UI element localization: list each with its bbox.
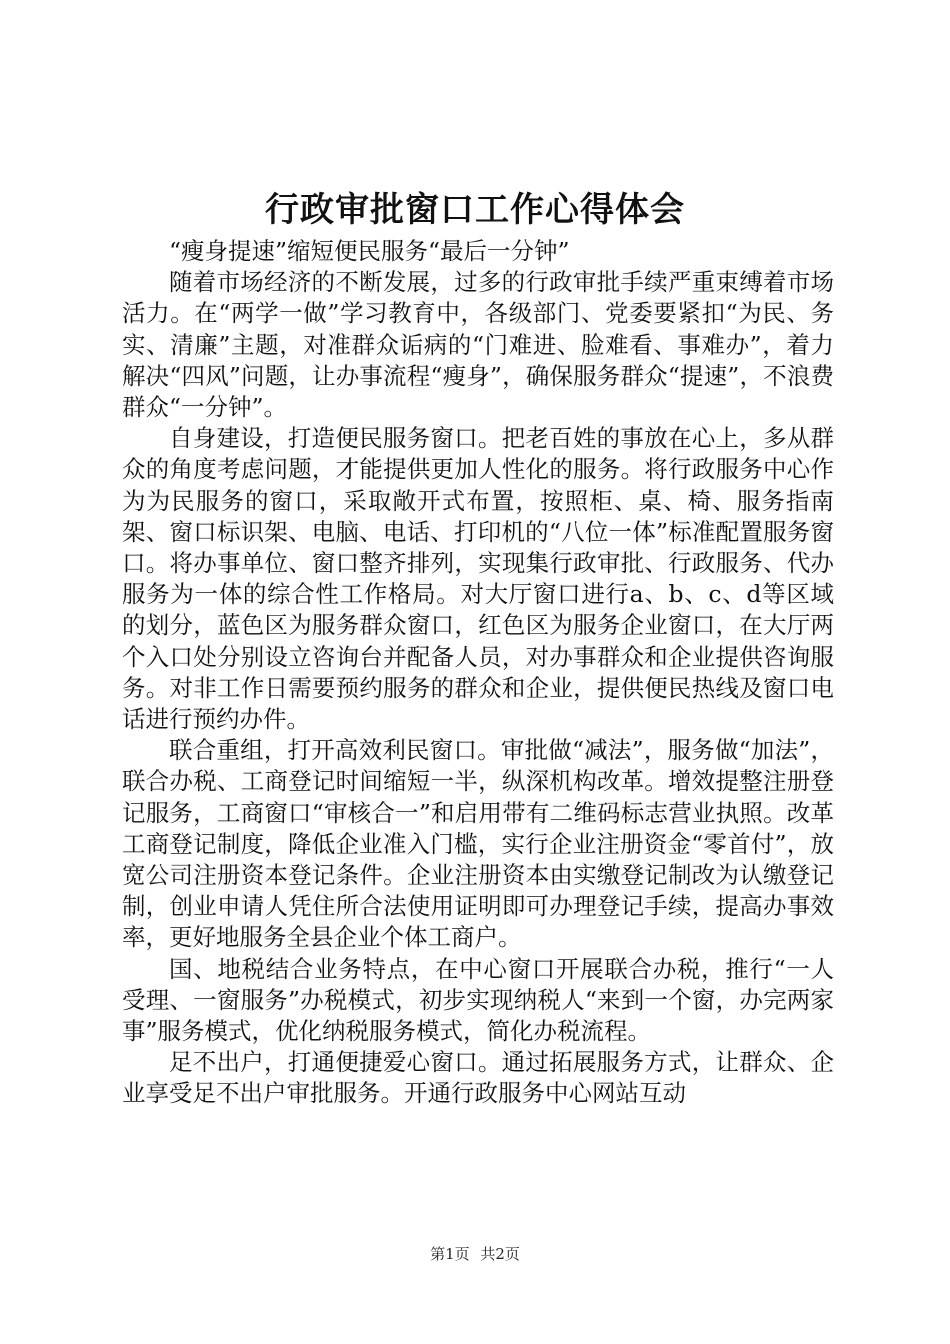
document-title: 行政审批窗口工作心得体会 bbox=[265, 190, 685, 230]
page-number: 第1页 bbox=[430, 1245, 470, 1263]
document-body bbox=[122, 236, 834, 1110]
document-subtitle: “瘦身提速”缩短便民服务“最后一分钟” bbox=[169, 237, 570, 265]
paragraph-online-service: 足不出户，打通便捷爱心窗口。通过拓展服务方式，让群众、企业享受足不出户审批服务。开通行政服务中心网站互动 bbox=[122, 1048, 834, 1108]
paragraph-joint-reorganization: 联合重组，打开高效利民窗口。审批做“减法”，服务做“加法”，联合办税、工商登记时间缩短一半，纵深机构改革。增效提整注册登记服务，工商窗口“审核合一”和启用带有二维码标志营业执照。改革工商登记制度，降低企业准入门槛，实行企业注册资金“零首付”，放宽公司注册资本登记条件。企业注册资本由实缴登记制改为认缴登记制，创业申请人凭住所合法使用证明即可办理登记手续，提高办事效率，更好地服务全县企业个体工商户。 bbox=[122, 736, 834, 952]
paragraph-self-construction: 自身建设，打造便民服务窗口。把老百姓的事放在心上，多从群众的角度考虑问题，才能提供更加人性化的服务。将行政服务中心作为为民服务的窗口，采取敞开式布置，按照柜、桌、椅、服务指南架、窗口标识架、电脑、电话、打印机的“八位一体”标准配置服务窗口。将办事单位、窗口整齐排列，实现集行政审批、行政服务、代办服务为一体的综合性工作格局。对大厅窗口进行a、b、c、d等区域的划分，蓝色区为服务群众窗口，红色区为服务企业窗口，在大厅两个入口处分别设立咨询台并配备人员，对办事群众和企业提供咨询服务。对非工作日需要预约服务的群众和企业，提供便民热线及窗口电话进行预约办件。 bbox=[122, 424, 834, 734]
paragraph-market-economy: 随着市场经济的不断发展，过多的行政审批手续严重束缚着市场活力。在“两学一做”学习教育中，各级部门、党委要紧扣“为民、务实、清廉”主题，对准群众诟病的“门难进、脸难看、事难办”，着力解决“四风”问题，让办事流程“瘦身”，确保服务群众“提速”，不浪费群众“一分钟”。 bbox=[122, 268, 834, 422]
page-total: 共2页 bbox=[480, 1245, 520, 1263]
paragraph-joint-tax: 国、地税结合业务特点，在中心窗口开展联合办税，推行“一人受理、一窗服务”办税模式，初步实现纳税人“来到一个窗，办完两家事”服务模式，优化纳税服务模式，简化办税流程。 bbox=[122, 954, 834, 1046]
page-footer bbox=[0, 1244, 950, 1264]
